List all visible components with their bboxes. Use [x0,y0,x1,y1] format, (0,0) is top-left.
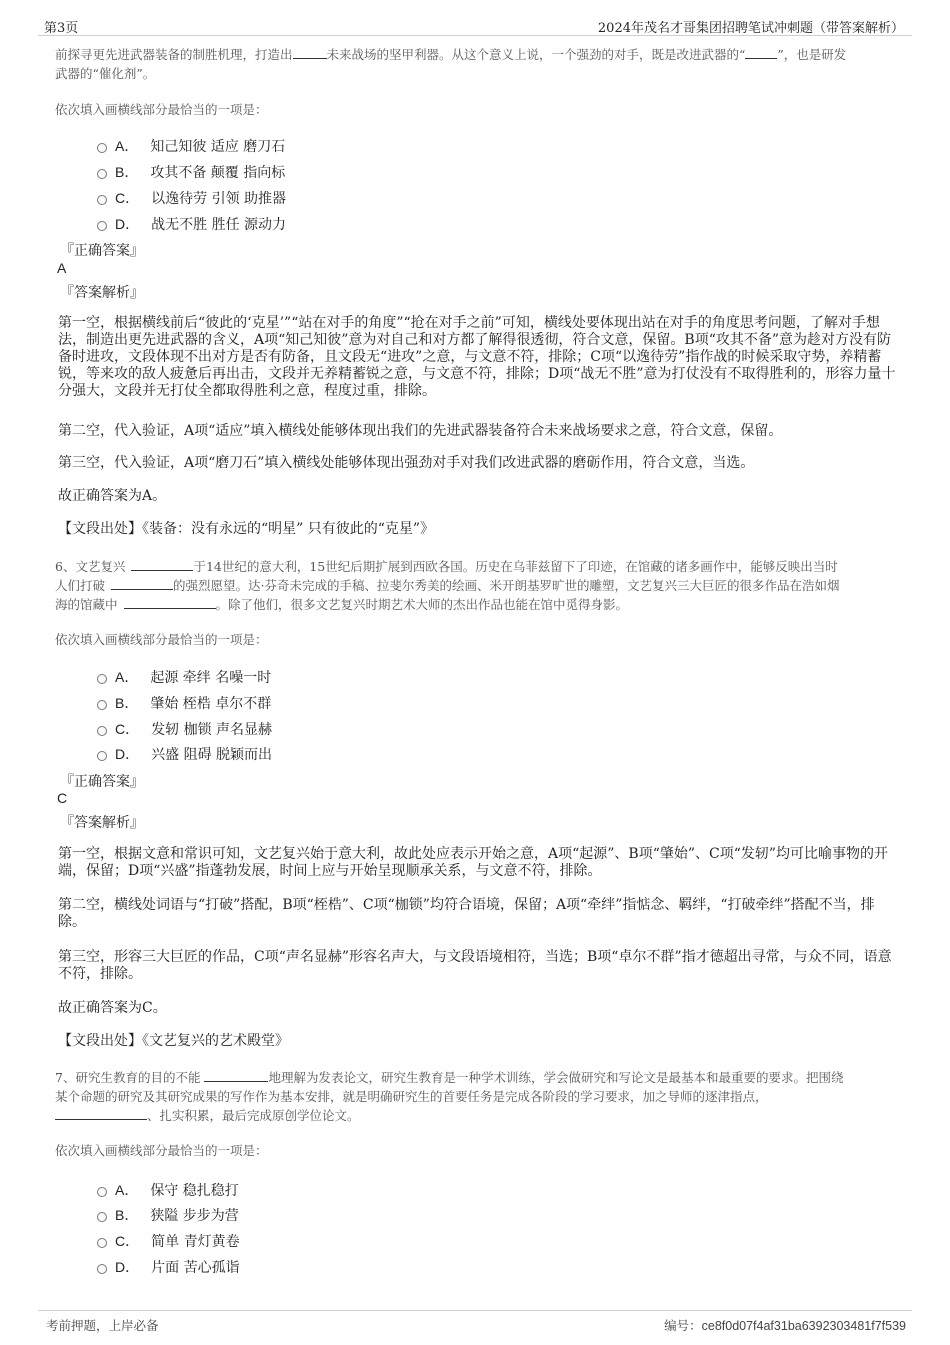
q7-option-b[interactable]: B． 狭隘 步步为营 [97,1205,239,1225]
q5-option-b[interactable]: B． 攻其不备 颠覆 指向标 [97,162,285,182]
radio-icon[interactable] [97,143,107,153]
q5-analysis-label: 『答案解析』 [60,285,144,301]
q6-analysis-2: 第二空，横线处词语与“打破”搭配，B项“桎梏”、C项“枷锁”均符合语境，保留；A项“牵绊”指惦念、羁绊，“打破牵绊”搭配不当，排除。 [58,897,875,930]
q6-option-b[interactable]: B． 肇始 桎梏 卓尔不群 [97,693,271,713]
blank [124,597,216,609]
q6-instruction: 依次填入画横线部分最恰当的一项是： [55,632,268,647]
q6-analysis-label: 『答案解析』 [60,815,144,831]
document-id: 编号：ce8f0d07f4af31ba6392303481f7f539 [664,1319,906,1333]
blank [745,47,777,59]
q6-option-a[interactable]: A． 起源 牵绊 名噪一时 [97,667,271,687]
q6-option-d[interactable]: D． 兴盛 阻碍 脱颖而出 [97,744,272,764]
radio-icon[interactable] [97,674,107,684]
blank [204,1070,268,1082]
q5-analysis-3: 第三空，代入验证，A项“磨刀石”填入横线处能够体现出强劲对手对我们改进武器的磨砺作用，符合文意，当选。 [58,455,755,471]
q6-analysis-1: 第一空，根据文意和常识可知，文艺复兴始于意大利，故此处应表示开始之意，A项“起源”、B项“肇始”、C项“发轫”均可比喻事物的开端，保留；D项“兴盛”指蓬勃发展，时间上应与开始呈现顺承关系，与文意不符，排除。 [58,846,889,879]
q6-analysis-4: 故正确答案为C。 [58,1000,167,1016]
q5-analysis-2: 第二空，代入验证，A项“适应”填入横线处能够体现出我们的先进武器装备符合未来战场要求之意，符合文意，保留。 [58,423,783,439]
page-number: 第3页 [44,21,79,36]
q7-option-d[interactable]: D． 片面 苦心孤诣 [97,1257,240,1277]
radio-icon[interactable] [97,1264,107,1274]
q5-instruction: 依次填入画横线部分最恰当的一项是： [55,102,268,117]
q6-option-c[interactable]: C． 发轫 枷锁 声名显赫 [97,719,272,739]
q7-option-c[interactable]: C． 简单 青灯黄卷 [97,1231,240,1251]
q7-option-a[interactable]: A． 保守 稳扎稳打 [97,1180,239,1200]
q5-option-c[interactable]: C． 以逸待劳 引领 助推器 [97,188,286,208]
radio-icon[interactable] [97,169,107,179]
q5-analysis-1: 第一空，根据横线前后“彼此的‘克星’”“站在对手的角度”“抢在对手之前”可知，横线处要体现出站在对手的角度思考问题，了解对手想法，制造出更先进武器的含义，A项“知己知彼”意为对自己和对方都了解得很透彻，符合文意，保留。B项“攻其不备”意为趁对方没有防备时进攻，文段体现不出对方是否有防备，且文段无“进攻”之意，与文意不符，排除；C项“以逸待劳”指作战的时候采取守势，养精蓄锐，等来攻的敌人疲惫后再出击，文段并无养精蓄锐之意，与文意不符，排除；D项“战无不胜”意为打仗没有不取得胜利的，形容力量十分强大，文段并无打仗全都取得胜利之意，程度过重，排除。 [58,315,896,399]
radio-icon[interactable] [97,751,107,761]
page-footer [38,1310,912,1334]
radio-icon[interactable] [97,1238,107,1248]
radio-icon[interactable] [97,221,107,231]
blank [131,559,193,571]
document-title: 2024年茂名才哥集团招聘笔试冲刺题（带答案解析） [597,21,904,36]
radio-icon[interactable] [97,726,107,736]
q6-answer-label: 『正确答案』 [60,774,144,790]
blank [293,47,327,59]
q5-source: 【文段出处】《装备：没有永远的“明星” 只有彼此的“克星”》 [58,521,435,537]
q7-stem: 7、研究生教育的目的不能 地理解为发表论文，研究生教育是一种学术训练，学会做研究和写论文是最基本和最重要的要求。把围绕 某个命题的研究及其研究成果的写作作为基本安排，就是明确研究生的首要任务是完成各阶段的学习要求，加之导师的逐津指点， 、扎实积累，最后完成原创学位论文。 [55,1070,844,1123]
q6-analysis-3: 第三空，形容三大巨匠的作品，C项“声名显赫”形容名声大，与文段语境相符，当选；B项“卓尔不群”指才德超出寻常，与众不同，语意不符，排除。 [58,949,892,982]
radio-icon[interactable] [97,195,107,205]
blank [55,1108,147,1120]
q5-option-d[interactable]: D． 战无不胜 胜任 源动力 [97,214,286,234]
blank [111,578,173,590]
q5-analysis-4: 故正确答案为A。 [58,488,167,504]
radio-icon[interactable] [97,700,107,710]
radio-icon[interactable] [97,1212,107,1222]
q5-answer-label: 『正确答案』 [60,243,144,259]
footer-slogan: 考前押题，上岸必备 [46,1318,159,1333]
radio-icon[interactable] [97,1187,107,1197]
q6-stem: 6、文艺复兴 于14世纪的意大利，15世纪后期扩展到西欧各国。历史在乌菲兹留下了印迹，在馆藏的诸多画作中，能够反映出当时 人们打破 的强烈愿望。达·芬奇未完成的手稿、拉斐尔秀美的绘画、米开朗基罗旷世的雕塑，文艺复兴三大巨匠的很多作品在浩如烟 海的馆藏中 。除了他们，很多文艺复兴时期艺术大师的杰出作品也能在馆中觅得身影。 [55,559,840,612]
q7-instruction: 依次填入画横线部分最恰当的一项是： [55,1143,268,1158]
q5-answer: A [57,260,67,276]
q6-answer: C [57,790,68,806]
page-header [38,14,912,36]
q5-option-a[interactable]: A． 知己知彼 适应 磨刀石 [97,136,285,156]
q6-source: 【文段出处】《文艺复兴的艺术殿堂》 [58,1033,289,1049]
q5-stem: 前探寻更先进武器装备的制胜机理，打造出 未来战场的坚甲利器。从这个意义上说，一个强劲的对手，既是改进武器的“ ”，也是研发 武器的“催化剂”。 [55,47,847,81]
